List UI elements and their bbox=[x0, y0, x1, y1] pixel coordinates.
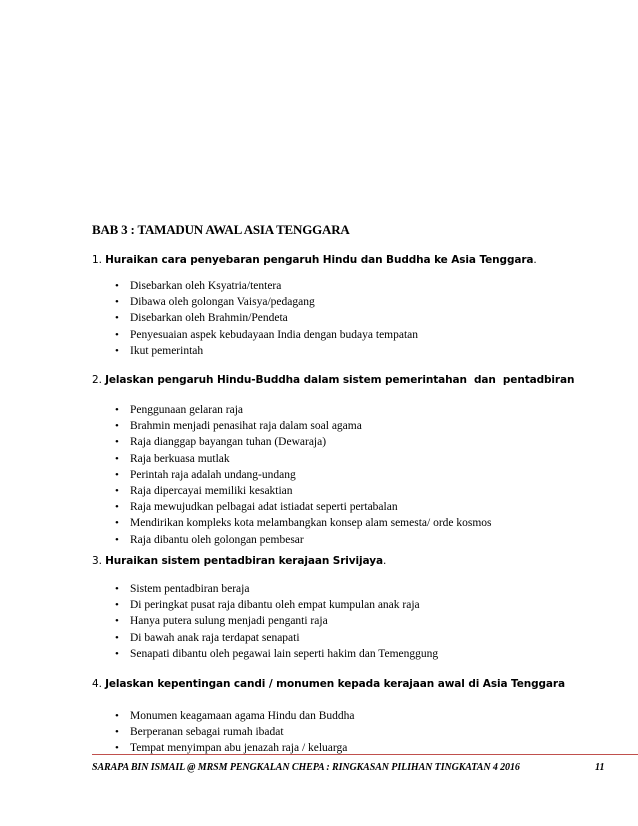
question-4 bbox=[92, 678, 565, 690]
list-item: • Senapati dibantu oleh pegawai lain seperti hakim dan Temenggung bbox=[0, 646, 438, 662]
bullet-icon: • bbox=[115, 615, 119, 628]
question-text: Huraikan sistem pentadbiran kerajaan Srivijaya bbox=[105, 555, 383, 567]
bullet-icon: • bbox=[115, 647, 119, 660]
list-item: • Dibawa oleh golongan Vaisya/pedagang bbox=[0, 294, 418, 310]
list-item: • Hanya putera sulung menjadi penganti raja bbox=[0, 613, 438, 629]
list-item: • Raja dibantu oleh golongan pembesar bbox=[0, 532, 492, 548]
question-suffix: . bbox=[533, 254, 537, 266]
bullet-icon: • bbox=[115, 296, 119, 309]
list-item: • Berperanan sebagai rumah ibadat bbox=[0, 724, 355, 740]
list-item: • Raja dipercayai memiliki kesaktian bbox=[0, 483, 492, 499]
bullet-icon: • bbox=[115, 742, 119, 755]
question-suffix: . bbox=[382, 555, 387, 567]
list-item: • Sistem pentadbiran beraja bbox=[0, 581, 438, 597]
question-3 bbox=[92, 555, 386, 567]
bullet-icon: • bbox=[115, 420, 119, 433]
question-number: 2. bbox=[92, 374, 102, 386]
footer-divider bbox=[92, 754, 638, 755]
list-item: • Perintah raja adalah undang-undang bbox=[0, 467, 492, 483]
bullet-icon: • bbox=[115, 501, 119, 514]
bullet-icon: • bbox=[115, 710, 119, 722]
bullet-icon: • bbox=[115, 436, 119, 449]
list-item: • Ikut pemerintah bbox=[0, 343, 418, 359]
question-text: Jelaskan kepentingan candi / monumen kepada kerajaan awal di Asia Tenggara bbox=[105, 678, 565, 690]
list-item: • Raja dianggap bayangan tuhan (Dewaraja) bbox=[0, 434, 492, 450]
list-item: • Tempat menyimpan abu jenazah raja / keluarga bbox=[0, 740, 355, 756]
answer-list-3 bbox=[0, 581, 438, 662]
question-text: Jelaskan pengaruh Hindu-Buddha dalam sistem pemerintahan dan pentadbiran bbox=[105, 374, 575, 386]
page-number: 11 bbox=[595, 762, 605, 773]
question-number: 3. bbox=[92, 555, 102, 567]
question-1 bbox=[92, 254, 537, 266]
list-item: • Penggunaan gelaran raja bbox=[0, 402, 492, 418]
list-item: • Raja berkuasa mutlak bbox=[0, 451, 492, 467]
bullet-icon: • bbox=[115, 484, 119, 497]
list-item: • Di bawah anak raja terdapat senapati bbox=[0, 630, 438, 646]
bullet-icon: • bbox=[115, 726, 119, 739]
bullet-icon: • bbox=[115, 468, 119, 481]
list-item: • Di peringkat pusat raja dibantu oleh empat kumpulan anak raja bbox=[0, 597, 438, 613]
question-2 bbox=[92, 374, 574, 386]
bullet-icon: • bbox=[115, 599, 119, 612]
answer-list-2 bbox=[0, 402, 492, 548]
bullet-icon: • bbox=[115, 452, 119, 465]
list-item: • Disebarkan oleh Brahmin/Pendeta bbox=[0, 310, 418, 326]
bullet-icon: • bbox=[115, 533, 119, 546]
list-item: • Raja mewujudkan pelbagai adat istiadat seperti pertabalan bbox=[0, 499, 492, 515]
question-number: 1. bbox=[92, 254, 102, 266]
bullet-icon: • bbox=[115, 404, 119, 416]
list-item: • Mendirikan kompleks kota melambangkan konsep alam semesta/ orde kosmos bbox=[0, 515, 492, 531]
list-item: • Disebarkan oleh Ksyatria/tentera bbox=[0, 278, 418, 294]
bullet-icon: • bbox=[115, 517, 119, 530]
bullet-icon: • bbox=[115, 312, 119, 325]
answer-list-1 bbox=[0, 278, 418, 359]
bullet-icon: • bbox=[115, 583, 119, 595]
list-item: • Brahmin menjadi penasihat raja dalam soal agama bbox=[0, 418, 492, 434]
question-text: Huraikan cara penyebaran pengaruh Hindu dan Buddha ke Asia Tenggara bbox=[105, 254, 534, 266]
chapter-title: BAB 3 : TAMADUN AWAL ASIA TENGGARA bbox=[92, 222, 350, 237]
footer-text: SARAPA BIN ISMAIL @ MRSM PENGKALAN CHEPA : RINGKASAN PILIHAN TINGKATAN 4 2016 bbox=[92, 762, 520, 773]
bullet-icon: • bbox=[115, 631, 119, 644]
bullet-icon: • bbox=[115, 280, 119, 292]
bullet-icon: • bbox=[115, 344, 119, 357]
bullet-icon: • bbox=[115, 328, 119, 341]
answer-list-4 bbox=[0, 708, 355, 757]
list-item: • Penyesuaian aspek kebudayaan India dengan budaya tempatan bbox=[0, 327, 418, 343]
question-number: 4. bbox=[92, 678, 102, 690]
list-item: • Monumen keagamaan agama Hindu dan Buddha bbox=[0, 708, 355, 724]
